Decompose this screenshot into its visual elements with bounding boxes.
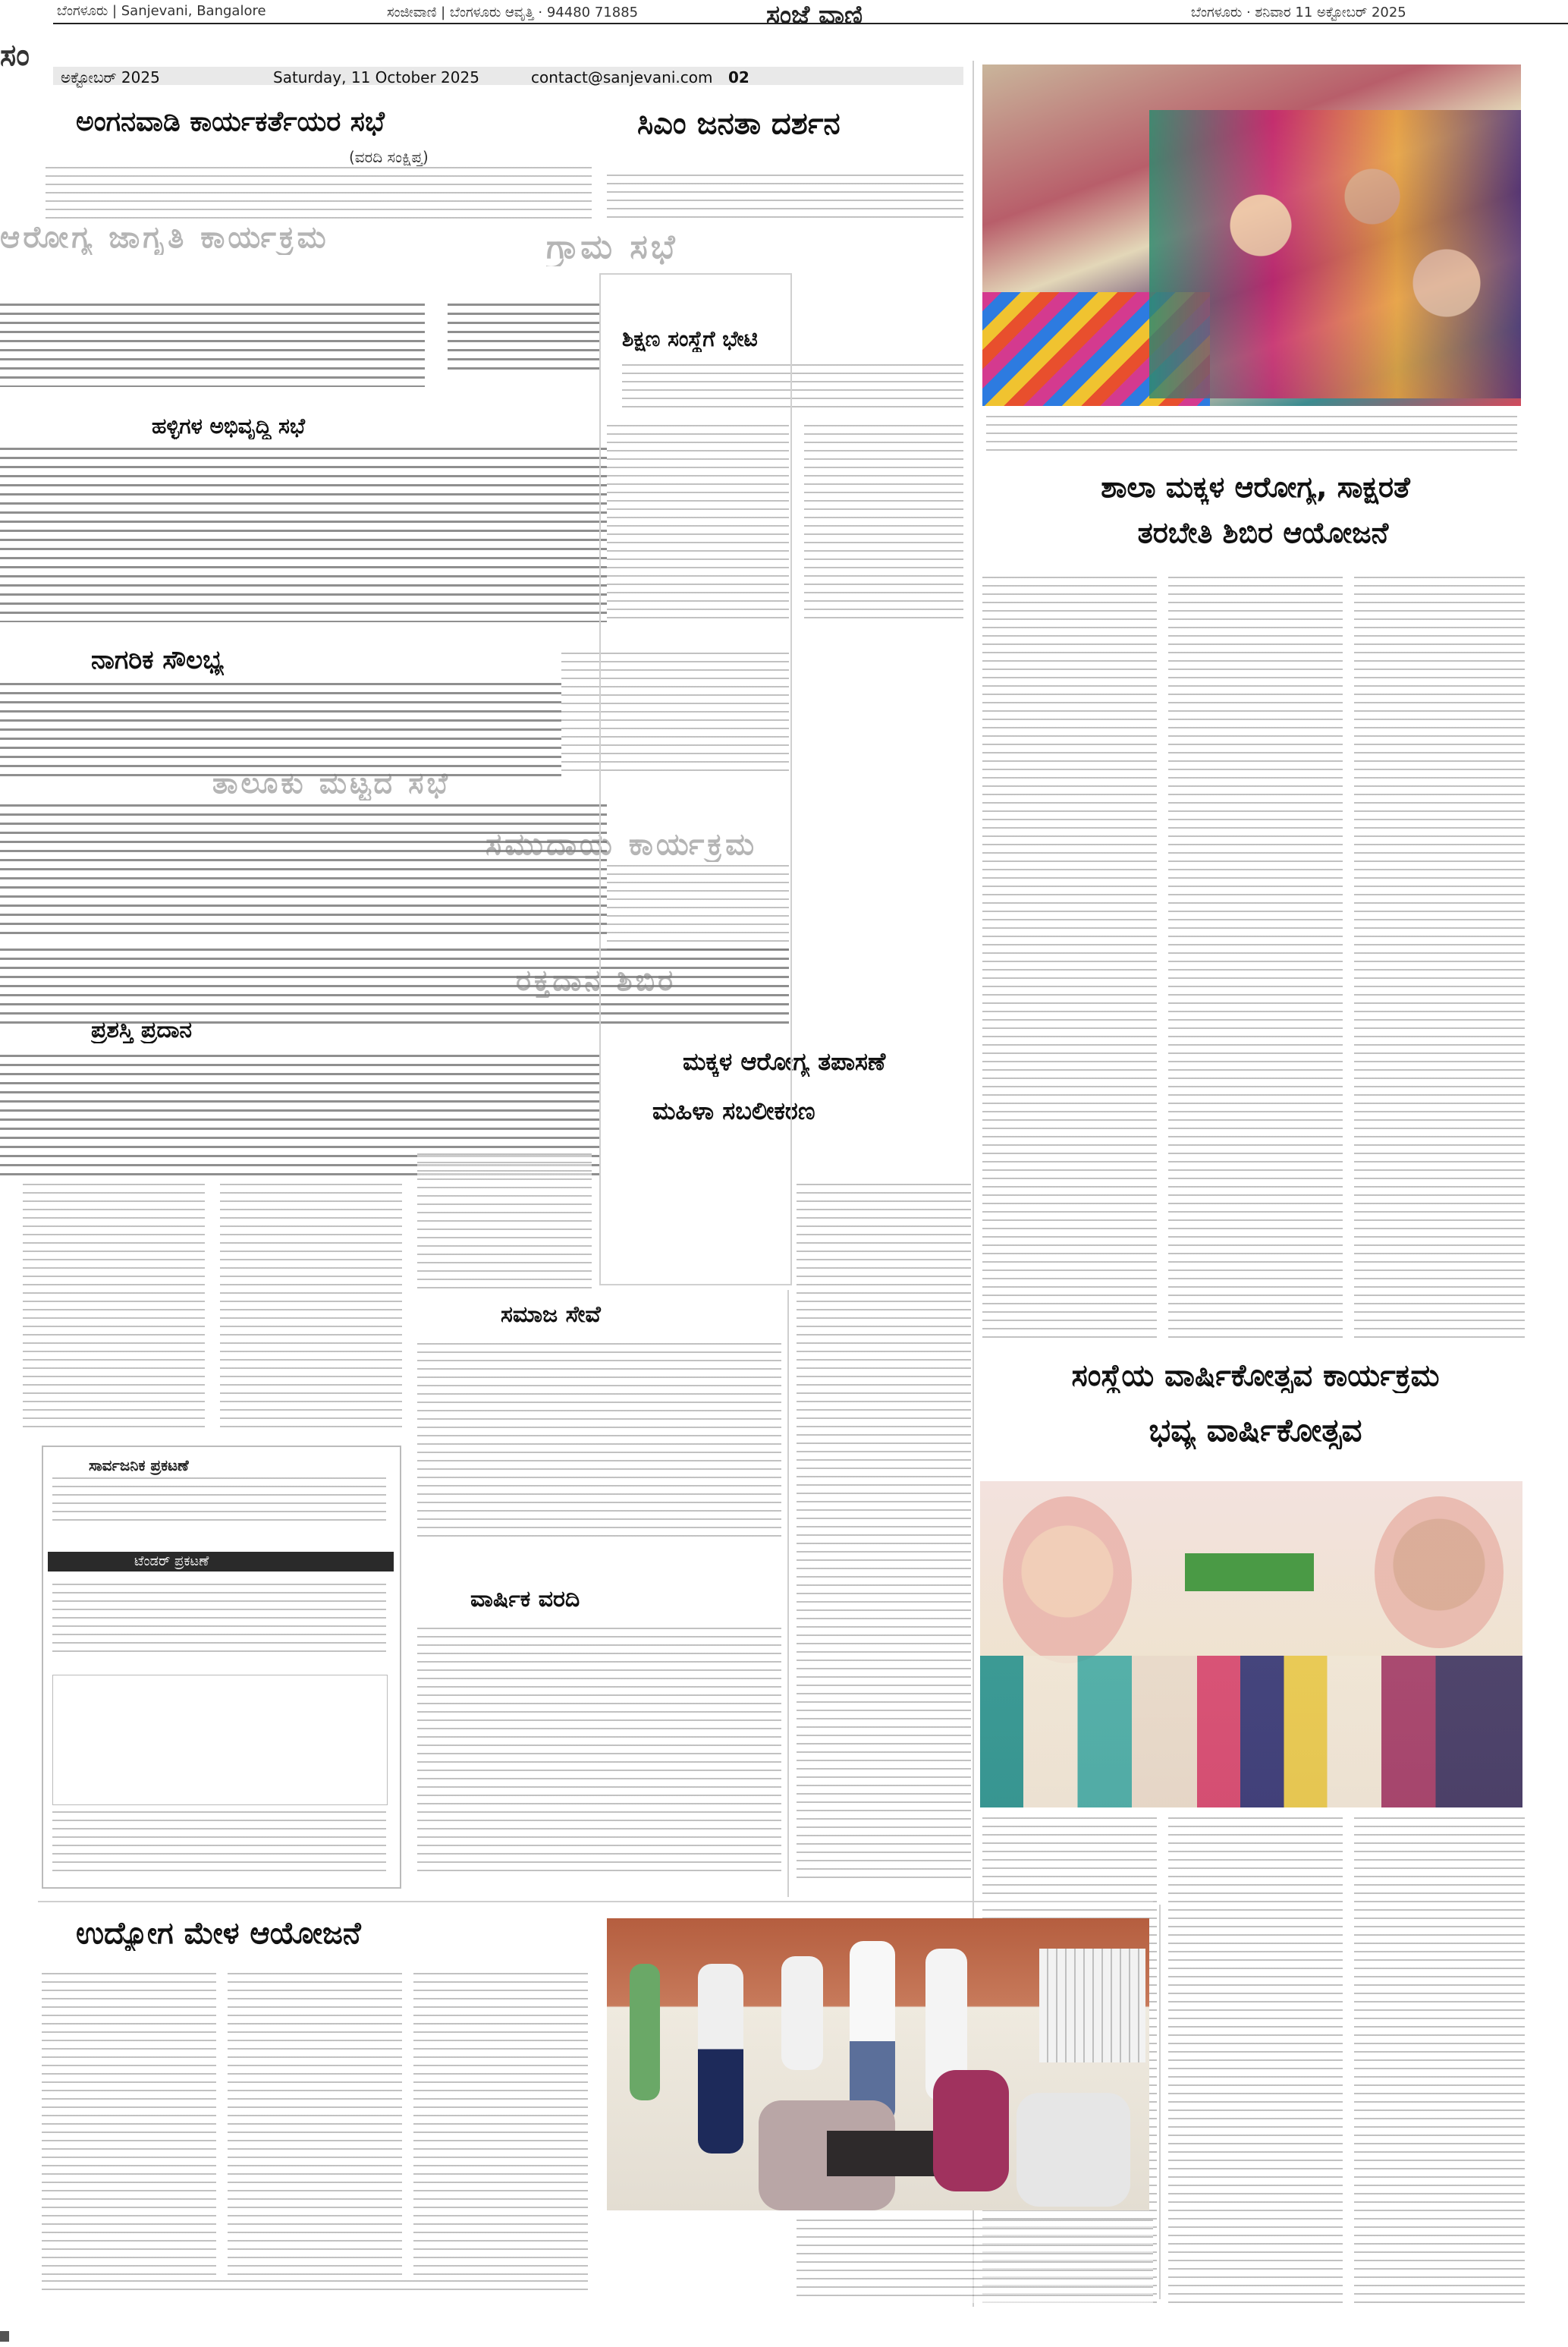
- text-block: [797, 1184, 971, 1882]
- text-block: [1168, 1817, 1343, 2303]
- headline-2: ಸಿಎಂ ಜನತಾ ದರ್ಶನ: [637, 106, 841, 141]
- portrait-left: [1003, 1496, 1132, 1663]
- ghost-headline: ಗ್ರಾಮ ಸಭೆ: [546, 228, 678, 266]
- women-gathering-photo: [982, 64, 1521, 406]
- text-block: [0, 448, 607, 622]
- contact-email: contact@sanjevani.com: [531, 68, 713, 87]
- text-block: [607, 175, 963, 220]
- text-block: [0, 304, 425, 387]
- ghost-headline: ಸಮುದಾಯ ಕಾರ್ಯಕ್ರಮ: [485, 827, 758, 862]
- ghost-headline: ರಕ್ತದಾನ ಶಿಬಿರ: [516, 964, 677, 997]
- text-block: [42, 2280, 588, 2295]
- crowd: [1149, 110, 1521, 398]
- text-block: [1168, 577, 1343, 1343]
- text-block: [42, 1973, 216, 2276]
- right-headline-1b: ತರಬೇತಿ ಶಿಬಿರ ಆಯೋಜನೆ: [1137, 516, 1389, 549]
- headline-12: ಮಕ್ಕಳ ಆರೋಗ್ಯ ತಪಾಸಣೆ: [683, 1047, 886, 1076]
- person: [698, 1964, 743, 2154]
- text-block: [0, 804, 607, 941]
- masthead-contact: ಸಂಜೀವಾಣಿ | ಬೆಂಗಳೂರು ಆವೃತ್ತಿ · 94480 71885: [387, 5, 639, 20]
- text-block: [417, 1343, 781, 1540]
- page-number: 02: [728, 68, 749, 87]
- date-bar: [53, 67, 963, 85]
- headline-1: ಅಂಗನವಾಡಿ ಕಾರ್ಯಕರ್ತೆಯರ ಸಭೆ: [76, 106, 385, 137]
- guests-row: [980, 1656, 1522, 1807]
- headline-mid-1: ಸಮಾಜ ಸೇವೆ: [501, 1301, 601, 1328]
- text-block: [52, 1477, 386, 1523]
- text-block: [1354, 577, 1525, 1343]
- masthead-logo: ಸಂಜೆ ವಾಣಿ: [766, 0, 863, 30]
- person: [850, 1941, 895, 2123]
- headline-5: ಶಿಕ್ಷಣ ಸಂಸ್ಥೆಗೆ ಭೇಟಿ: [622, 326, 758, 351]
- date-kannada: ಅಕ್ಟೋಬರ್ 2025: [61, 68, 160, 87]
- text-block: [448, 304, 599, 372]
- masthead-right-top: ಬೆಂಗಳೂರು · ಶನಿವಾರ 11 ಅಕ್ಟೋಬರ್ 2025: [1191, 5, 1406, 20]
- corner-logo: ಸಂ: [0, 38, 30, 73]
- section-rule: [38, 1901, 1153, 1902]
- text-block: [417, 1628, 781, 1878]
- seated-man: [1017, 2093, 1130, 2207]
- text-block: [982, 577, 1157, 1343]
- volunteer: [933, 2070, 1009, 2191]
- person: [630, 1964, 660, 2100]
- text-block: [417, 1153, 592, 1290]
- headline-7: ನಾಗರಿಕ ಸೌಲಭ್ಯ: [91, 645, 225, 675]
- bottom-headline: ಉದ್ಯೋಗ ಮೇಳ ಆಯೋಜನೆ: [76, 1916, 361, 1951]
- ghost-headline: ತಾಲೂಕು ಮಟ್ಟದ ಸಭೆ: [212, 766, 451, 800]
- column-rule: [787, 1290, 789, 1897]
- text-block: [228, 1973, 402, 2276]
- headline-1-sub: (ವರದಿ ಸಂಕ್ಷಿಪ್ತ): [349, 148, 429, 166]
- headline-6: ಹಳ್ಳಿಗಳ ಅಭಿವೃದ್ಧಿ ಸಭೆ: [152, 414, 306, 439]
- table: [827, 2131, 941, 2176]
- text-block: [23, 1184, 205, 1434]
- text-block: [52, 1584, 386, 1652]
- text-block: [797, 2220, 1153, 2303]
- text-block: [413, 1973, 588, 2276]
- anniversary-stage-photo: [980, 1481, 1522, 1807]
- person: [781, 1956, 823, 2070]
- date-english: Saturday, 11 October 2025: [273, 68, 479, 87]
- job-fair-photo: [607, 1918, 1149, 2210]
- sidebar-box: [599, 273, 792, 1285]
- right-headline-1a: ಶಾಲಾ ಮಕ್ಕಳ ಆರೋಗ್ಯ, ಸಾಕ್ಷರತೆ: [1101, 470, 1410, 504]
- portrait-right: [1375, 1496, 1504, 1648]
- right-headline-2a: ಸಂಸ್ಥೆಯ ವಾರ್ಷಿಕೋತ್ಸವ ಕಾರ್ಯಕ್ರಮ: [1071, 1358, 1440, 1393]
- page-marker: [0, 2331, 9, 2342]
- headline-14: ಮಹಿಳಾ ಸಬಲೀಕರಣ: [652, 1096, 815, 1125]
- right-headline-2b: ಭವ್ಯ ವಾರ್ಷಿಕೋತ್ಸವ: [1149, 1411, 1362, 1449]
- notice-bar: [48, 1552, 394, 1571]
- public-notice: [42, 1446, 401, 1889]
- text-block: [1354, 1817, 1525, 2303]
- masthead-left-top: ಬೆಂಗಳೂರು | Sanjevani, Bangalore: [57, 3, 266, 19]
- notice-table: [52, 1675, 388, 1805]
- notice-title: ಸಾರ್ವಜನಿಕ ಪ್ರಕಟಣೆ: [89, 1456, 189, 1474]
- text-block: [804, 425, 963, 622]
- text-block: [46, 167, 592, 220]
- ghost-headline: ಆರೋಗ್ಯ ಜಾಗೃತಿ ಕಾರ್ಯಕ್ರಮ: [0, 220, 329, 255]
- column-rule: [1159, 1905, 1161, 2299]
- headline-mid-2: ವಾರ್ಷಿಕ ವರದಿ: [470, 1586, 580, 1612]
- text-block: [52, 1811, 386, 1872]
- photo-caption: [986, 416, 1517, 454]
- window-grille: [1039, 1949, 1145, 2062]
- text-block: [220, 1184, 402, 1434]
- headline-11: ಪ್ರಶಸ್ತಿ ಪ್ರದಾನ: [91, 1017, 193, 1043]
- notice-bar-label: ಟೆಂಡರ್ ಪ್ರಕಟಣೆ: [134, 1553, 209, 1569]
- stage-banner: [1185, 1553, 1314, 1591]
